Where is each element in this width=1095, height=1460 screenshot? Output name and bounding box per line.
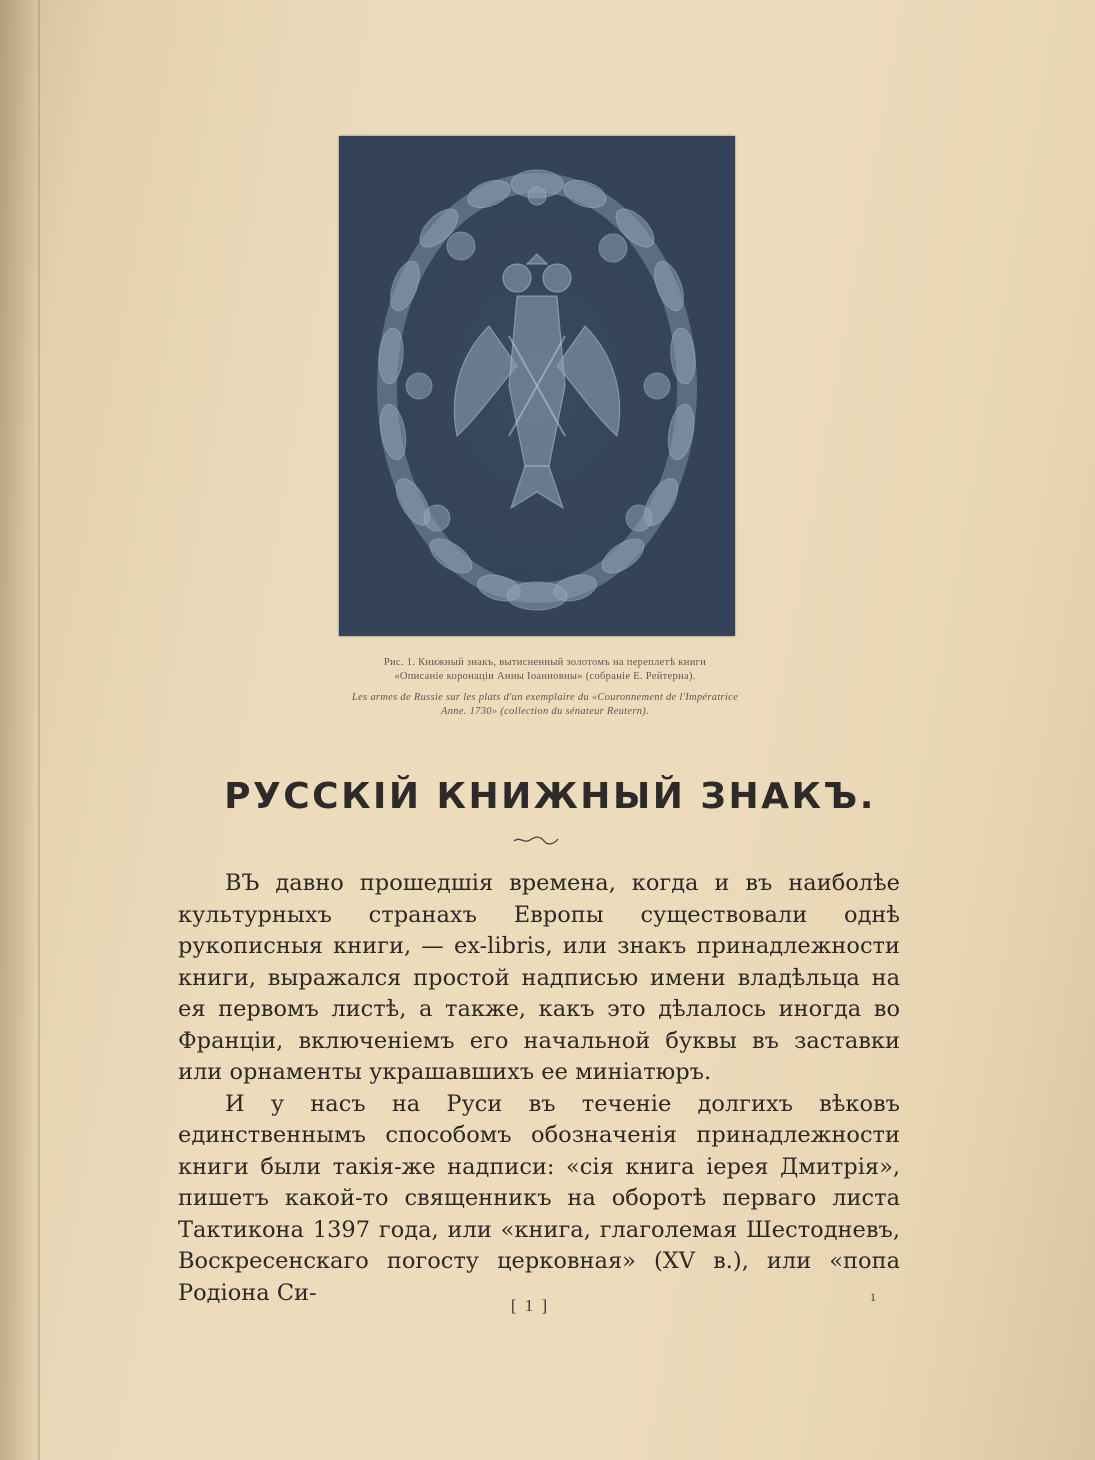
chapter-title: РУССКІЙ КНИЖНЫЙ ЗНАКЪ. [224,776,876,817]
signature-mark: 1 [870,1290,876,1304]
title-ornament-swash [512,834,560,846]
paragraph-2: И у насъ на Руси въ теченіе долгихъ вѣковъ единственнымъ способомъ обозначенія принадлежности книги были такія-же надписи: «сія книга іерея Дмитрія», пишетъ какой-то священникъ на оборотѣ перваго листа Тактикона 1397 года, или «книга, глаголемая Шестодневъ, Воскресенскаго погосту церковная» (XV в.), или «попа Родіона Си- [178,1090,900,1306]
caption-ru-line-2: «Описаніе коронаціи Анны Іоанновны» (собраніе Е. Рейтерна). [394,671,696,682]
page-gutter-shadow [0,0,40,1460]
figure-caption-russian [250,656,840,684]
caption-ru-line-1: Рис. 1. Книжный знакъ, вытисненный золотомъ на переплетѣ книги [383,657,707,668]
caption-fr-line-1: Les armes de Russie sur les plats d'un exemplaire du «Couronnement de l'Impératrice [351,692,739,703]
caption-fr-line-2: Anne. 1730» (collection du sénateur Reutern). [441,706,649,717]
figure-plate-image [339,136,735,636]
page-fold-line [38,0,40,1460]
page-number: [ 1 ] [510,1296,550,1315]
body-text [178,868,900,1309]
figure-caption-french [250,691,840,719]
paragraph-1: ВЪ давно прошедшія времена, когда и въ наиболѣе культурныхъ странахъ Европы существовали однѣ рукописныя книги, — ex-libris, или знакъ принадлежности книги, выражался простой надписью имени владѣльца на ея первомъ листѣ, а также, какъ это дѣлалось иногда во Франціи, включеніемъ его начальной буквы въ заставки или орнаменты украшавшихъ ее миніатюръ. [178,870,900,1085]
